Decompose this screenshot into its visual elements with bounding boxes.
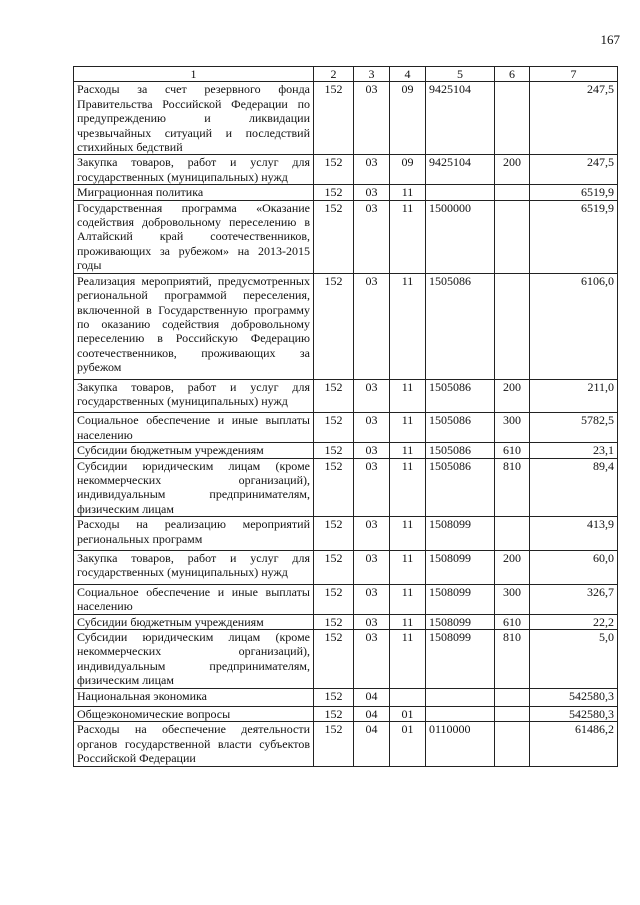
row-code-2: 152 bbox=[314, 200, 354, 273]
column-header: 5 bbox=[426, 67, 495, 82]
column-header: 3 bbox=[354, 67, 390, 82]
row-amount: 247,5 bbox=[530, 155, 618, 185]
row-code-2: 152 bbox=[314, 155, 354, 185]
row-code-4: 11 bbox=[390, 200, 426, 273]
row-code-3: 03 bbox=[354, 379, 390, 413]
row-code-6 bbox=[495, 722, 530, 766]
column-header: 1 bbox=[74, 67, 314, 82]
row-amount: 5782,5 bbox=[530, 413, 618, 443]
row-code-2: 152 bbox=[314, 273, 354, 379]
row-code-6: 810 bbox=[495, 458, 530, 517]
row-amount: 5,0 bbox=[530, 630, 618, 689]
row-code-5 bbox=[426, 707, 495, 722]
row-amount: 413,9 bbox=[530, 517, 618, 551]
row-name: Социальное обеспечение и иные выплаты населению bbox=[74, 413, 314, 443]
table-row bbox=[74, 200, 618, 273]
row-code-2: 152 bbox=[314, 688, 354, 706]
row-code-3: 03 bbox=[354, 273, 390, 379]
row-code-2: 152 bbox=[314, 722, 354, 766]
table-row bbox=[74, 630, 618, 689]
row-amount: 60,0 bbox=[530, 551, 618, 585]
row-code-6 bbox=[495, 273, 530, 379]
table-row bbox=[74, 688, 618, 706]
column-header: 4 bbox=[390, 67, 426, 82]
row-code-4: 11 bbox=[390, 584, 426, 614]
row-code-4: 09 bbox=[390, 82, 426, 155]
row-code-3: 03 bbox=[354, 517, 390, 551]
row-name: Расходы за счет резервного фонда Правительства Российской Федерации по предупреждению и ликвидации чрезвычайных ситуаций и последствий стихийных бедствий bbox=[74, 82, 314, 155]
row-code-5: 9425104 bbox=[426, 155, 495, 185]
row-code-3: 03 bbox=[354, 614, 390, 629]
row-code-4: 11 bbox=[390, 517, 426, 551]
row-amount: 542580,3 bbox=[530, 688, 618, 706]
row-name: Государственная программа «Оказание содействия добровольному переселению в Алтайский край соотечественников, проживающих за рубежом» на 2013-2015 годы bbox=[74, 200, 314, 273]
row-code-4: 11 bbox=[390, 458, 426, 517]
table-row bbox=[74, 517, 618, 551]
row-code-6: 200 bbox=[495, 551, 530, 585]
row-name: Расходы на обеспечение деятельности органов государственной власти субъектов Российской Федерации bbox=[74, 722, 314, 766]
row-code-4: 11 bbox=[390, 630, 426, 689]
table-row bbox=[74, 707, 618, 722]
row-name: Субсидии бюджетным учреждениям bbox=[74, 443, 314, 458]
row-code-2: 152 bbox=[314, 185, 354, 200]
row-amount: 247,5 bbox=[530, 82, 618, 155]
table-row bbox=[74, 458, 618, 517]
row-code-6: 200 bbox=[495, 379, 530, 413]
row-name: Закупка товаров, работ и услуг для государственных (муниципальных) нужд bbox=[74, 551, 314, 585]
row-code-3: 03 bbox=[354, 185, 390, 200]
row-code-2: 152 bbox=[314, 584, 354, 614]
row-amount: 326,7 bbox=[530, 584, 618, 614]
row-code-2: 152 bbox=[314, 707, 354, 722]
row-name: Закупка товаров, работ и услуг для государственных (муниципальных) нужд bbox=[74, 379, 314, 413]
row-code-5: 1508099 bbox=[426, 517, 495, 551]
column-header: 2 bbox=[314, 67, 354, 82]
budget-table bbox=[73, 66, 618, 767]
row-code-4: 01 bbox=[390, 722, 426, 766]
row-amount: 22,2 bbox=[530, 614, 618, 629]
row-code-3: 03 bbox=[354, 584, 390, 614]
row-amount: 6519,9 bbox=[530, 185, 618, 200]
row-code-3: 04 bbox=[354, 722, 390, 766]
row-code-2: 152 bbox=[314, 630, 354, 689]
row-code-2: 152 bbox=[314, 614, 354, 629]
row-code-4: 09 bbox=[390, 155, 426, 185]
table-row bbox=[74, 413, 618, 443]
table-row bbox=[74, 722, 618, 766]
row-code-4: 11 bbox=[390, 614, 426, 629]
row-code-4 bbox=[390, 688, 426, 706]
row-name: Субсидии юридическим лицам (кроме некоммерческих организаций), индивидуальным предпринимателям, физическим лицам bbox=[74, 458, 314, 517]
row-code-4: 11 bbox=[390, 413, 426, 443]
row-name: Реализация мероприятий, предусмотренных региональной программой переселения, включенной в Государственную программу по оказанию содействия добровольному переселению в Российскую Федерацию соотечественников, проживающих за рубежом bbox=[74, 273, 314, 379]
row-name: Субсидии бюджетным учреждениям bbox=[74, 614, 314, 629]
row-amount: 23,1 bbox=[530, 443, 618, 458]
row-name: Общеэкономические вопросы bbox=[74, 707, 314, 722]
table-row bbox=[74, 155, 618, 185]
row-code-5: 1500000 bbox=[426, 200, 495, 273]
table-row bbox=[74, 82, 618, 155]
row-code-4: 01 bbox=[390, 707, 426, 722]
row-code-3: 03 bbox=[354, 551, 390, 585]
row-amount: 211,0 bbox=[530, 379, 618, 413]
row-code-3: 03 bbox=[354, 443, 390, 458]
row-code-6 bbox=[495, 517, 530, 551]
row-code-2: 152 bbox=[314, 517, 354, 551]
row-code-4: 11 bbox=[390, 551, 426, 585]
row-code-5 bbox=[426, 185, 495, 200]
table-row bbox=[74, 273, 618, 379]
row-code-6 bbox=[495, 707, 530, 722]
row-code-6: 610 bbox=[495, 614, 530, 629]
table-row bbox=[74, 584, 618, 614]
row-code-5: 1505086 bbox=[426, 458, 495, 517]
row-code-2: 152 bbox=[314, 413, 354, 443]
row-code-3: 03 bbox=[354, 413, 390, 443]
row-code-6: 200 bbox=[495, 155, 530, 185]
row-code-5: 1508099 bbox=[426, 584, 495, 614]
row-code-5: 1505086 bbox=[426, 413, 495, 443]
row-code-6: 300 bbox=[495, 584, 530, 614]
row-code-3: 04 bbox=[354, 688, 390, 706]
row-name: Социальное обеспечение и иные выплаты населению bbox=[74, 584, 314, 614]
row-code-5: 1508099 bbox=[426, 630, 495, 689]
row-code-2: 152 bbox=[314, 379, 354, 413]
row-code-3: 03 bbox=[354, 630, 390, 689]
row-code-5: 0110000 bbox=[426, 722, 495, 766]
row-code-2: 152 bbox=[314, 458, 354, 517]
row-code-5: 1508099 bbox=[426, 614, 495, 629]
row-code-6 bbox=[495, 82, 530, 155]
row-code-6: 610 bbox=[495, 443, 530, 458]
row-amount: 61486,2 bbox=[530, 722, 618, 766]
row-code-5: 1505086 bbox=[426, 273, 495, 379]
row-code-6 bbox=[495, 185, 530, 200]
header-row bbox=[74, 67, 618, 82]
row-code-4: 11 bbox=[390, 379, 426, 413]
row-code-5: 1505086 bbox=[426, 379, 495, 413]
row-code-4: 11 bbox=[390, 273, 426, 379]
table-row bbox=[74, 551, 618, 585]
table-row bbox=[74, 185, 618, 200]
table-row bbox=[74, 443, 618, 458]
table-row bbox=[74, 614, 618, 629]
row-code-6 bbox=[495, 200, 530, 273]
column-header: 7 bbox=[530, 67, 618, 82]
row-code-3: 03 bbox=[354, 82, 390, 155]
row-amount: 89,4 bbox=[530, 458, 618, 517]
row-amount: 542580,3 bbox=[530, 707, 618, 722]
row-code-3: 03 bbox=[354, 458, 390, 517]
row-code-3: 03 bbox=[354, 155, 390, 185]
row-code-5: 1505086 bbox=[426, 443, 495, 458]
row-code-3: 04 bbox=[354, 707, 390, 722]
row-name: Расходы на реализацию мероприятий региональных программ bbox=[74, 517, 314, 551]
row-code-2: 152 bbox=[314, 551, 354, 585]
row-code-5: 1508099 bbox=[426, 551, 495, 585]
row-code-3: 03 bbox=[354, 200, 390, 273]
row-code-4: 11 bbox=[390, 185, 426, 200]
row-code-2: 152 bbox=[314, 82, 354, 155]
row-code-4: 11 bbox=[390, 443, 426, 458]
row-name: Закупка товаров, работ и услуг для государственных (муниципальных) нужд bbox=[74, 155, 314, 185]
row-name: Субсидии юридическим лицам (кроме некоммерческих организаций), индивидуальным предпринимателям, физическим лицам bbox=[74, 630, 314, 689]
row-code-6: 810 bbox=[495, 630, 530, 689]
column-header: 6 bbox=[495, 67, 530, 82]
row-code-2: 152 bbox=[314, 443, 354, 458]
table-row bbox=[74, 379, 618, 413]
row-code-5: 9425104 bbox=[426, 82, 495, 155]
row-code-6: 300 bbox=[495, 413, 530, 443]
row-code-6 bbox=[495, 688, 530, 706]
row-amount: 6106,0 bbox=[530, 273, 618, 379]
row-code-5 bbox=[426, 688, 495, 706]
row-amount: 6519,9 bbox=[530, 200, 618, 273]
page-number: 167 bbox=[600, 32, 620, 47]
row-name: Национальная экономика bbox=[74, 688, 314, 706]
row-name: Миграционная политика bbox=[74, 185, 314, 200]
